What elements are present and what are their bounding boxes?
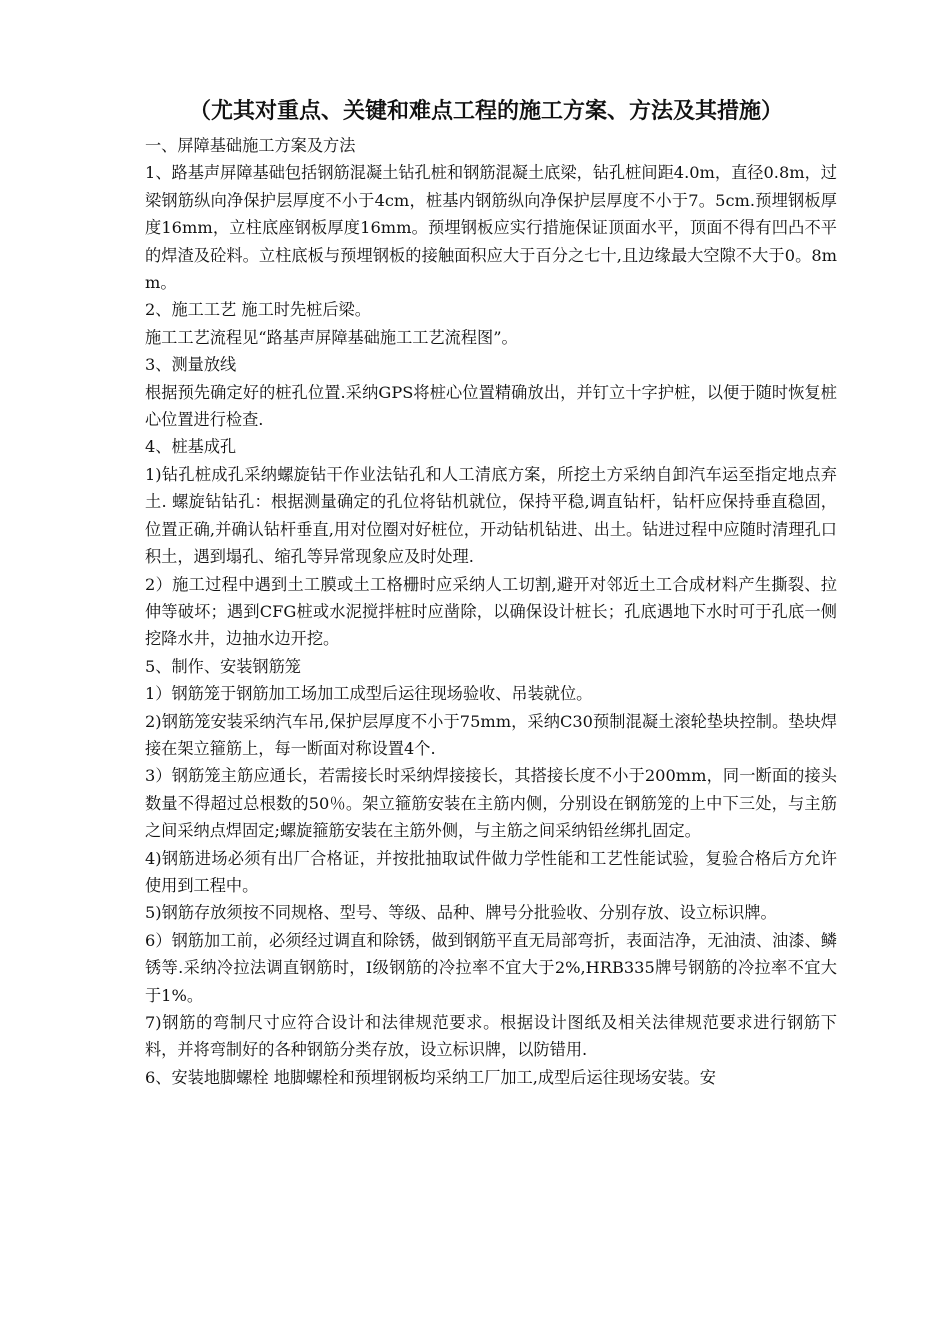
- paragraph: 3、测量放线: [145, 355, 237, 375]
- paragraph: 4)钢筋进场必须有出厂合格证，并按批抽取试件做力学性能和工艺性能试验，复验合格后方允许使用到工程中。: [145, 848, 837, 895]
- paragraph: 1、路基声屏障基础包括钢筋混凝土钻孔桩和钢筋混凝土底梁，钻孔桩间距4.0m，直径0.8m，过梁钢筋纵向净保护层厚度不小于4cm，桩基内钢筋纵向净保护层厚度不小于7。5cm.预埋钢板厚度16mm，立柱底座钢板厚度16mm。预埋钢板应实行措施保证顶面水平，顶面不得有凹凸不平的焊渣及砼料。立柱底板与预埋钢板的接触面积应大于百分之七十,且边缘最大空隙不大于0。8mm。: [145, 163, 837, 293]
- paragraph: 2、施工工艺 施工时先桩后梁。: [145, 300, 371, 320]
- paragraph: 2）施工过程中遇到土工膜或土工格栅时应采纳人工切割,避开对邻近土工合成材料产生撕裂、拉伸等破坏；遇到CFG桩或水泥搅拌桩时应凿除，以确保设计桩长；孔底遇地下水时可于孔底一侧挖降水井，边抽水边开挖。: [145, 574, 837, 649]
- paragraph: 3）钢筋笼主筋应通长，若需接长时采纳焊接接长，其搭接长度不小于200mm，同一断面的接头数量不得超过总根数的50％。架立箍筋安装在主筋内侧，分别设在钢筋笼的上中下三处，与主筋之间采纳点焊固定;螺旋箍筋安装在主筋外侧，与主筋之间采纳铅丝绑扎固定。: [145, 766, 837, 841]
- paragraph: 施工工艺流程见“路基声屏障基础施工工艺流程图”。: [145, 327, 518, 347]
- paragraph: 7)钢筋的弯制尺寸应符合设计和法律规范要求。根据设计图纸及相关法律规范要求进行钢筋下料，并将弯制好的各种钢筋分类存放，设立标识牌，以防错用.: [145, 1013, 837, 1060]
- paragraph: 5)钢筋存放须按不同规格、型号、等级、品种、牌号分批验收、分别存放、设立标识牌。: [145, 903, 777, 923]
- paragraph: 4、桩基成孔: [145, 437, 237, 457]
- document-body: [145, 132, 837, 1091]
- document-title: （尤其对重点、关键和难点工程的施工方案、方法及其措施）: [188, 99, 783, 124]
- paragraph: 根据预先确定好的桩孔位置.采纳GPS将桩心位置精确放出，并钉立十字护桩，以便于随时恢复桩心位置进行检查.: [145, 382, 837, 430]
- document-page: [145, 92, 837, 1091]
- paragraph: 一、屏障基础施工方案及方法: [145, 136, 356, 155]
- paragraph: 2)钢筋笼安装采纳汽车吊,保护层厚度不小于75mm，采纳C30预制混凝土滚轮垫块控制。垫块焊接在架立箍筋上，每一断面对称设置4个.: [145, 711, 837, 758]
- paragraph: 1）钢筋笼于钢筋加工场加工成型后运往现场验收、吊装就位。: [145, 684, 593, 704]
- paragraph: 5、制作、安装钢筋笼: [145, 656, 301, 676]
- paragraph: 6）钢筋加工前，必须经过调直和除锈，做到钢筋平直无局部弯折，表面洁净，无油渍、油漆、鳞锈等.采纳冷拉法调直钢筋时，Ⅰ级钢筋的冷拉率不宜大于2%,HRB335牌号钢筋的冷拉率不宜大于1%。: [145, 930, 837, 1005]
- paragraph: 6、安装地脚螺栓 地脚螺栓和预埋钢板均采纳工厂加工,成型后运往现场安装。安: [145, 1067, 716, 1087]
- paragraph: 1)钻孔桩成孔采纳螺旋钻干作业法钻孔和人工清底方案，所挖土方采纳自卸汽车运至指定地点弃土. 螺旋钻钻孔：根据测量确定的孔位将钻机就位，保持平稳,调直钻杆，钻杆应保持垂直稳固，位置正确,并确认钻杆垂直,用对位圈对好桩位，开动钻机钻进、出土。钻进过程中应随时清理孔口积土，遇到塌孔、缩孔等异常现象应及时处理.: [145, 464, 837, 567]
